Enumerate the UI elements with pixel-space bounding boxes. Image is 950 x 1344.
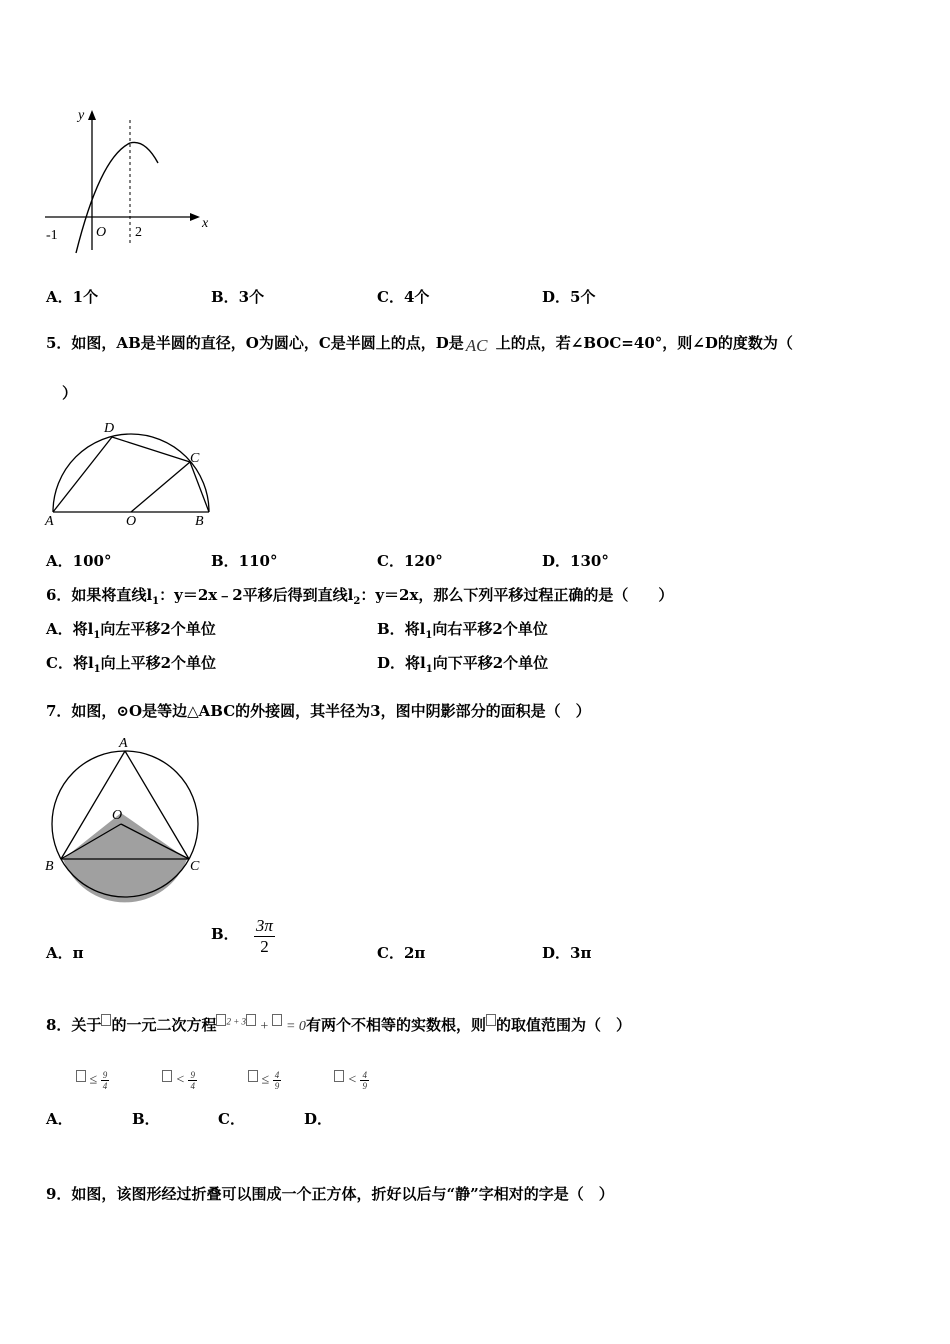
q7-option-a: A．π — [46, 944, 84, 962]
segment-ad — [53, 437, 112, 512]
placeholder-box-icon — [246, 1014, 256, 1026]
label-c: C — [190, 859, 200, 874]
q5-stem: 5．如图，AB是半圆的直径，O为圆心，C是半圆上的点，D是 AC 上的点，若∠BOC=40°，则∠D的度数为（ — [46, 334, 793, 355]
q5-option-a: A．100° — [46, 552, 112, 570]
label-o: O — [126, 514, 137, 529]
placeholder-box-icon — [248, 1070, 258, 1082]
q6-option-c: C．将$l_1$向上平移2个单位 — [46, 654, 217, 675]
q5-text-before: 5．如图，AB是半圆的直径，O为圆心，C是半圆上的点，D是 — [46, 334, 464, 352]
q7-circle-figure — [40, 733, 220, 903]
q4-option-d: D．5个 — [542, 288, 596, 306]
q8-option-b-formula: < $\frac{9}{4}$ — [162, 1070, 197, 1091]
segment-cb — [190, 462, 209, 512]
y-axis-arrow — [88, 110, 96, 120]
semicircle-arc — [53, 434, 209, 512]
x-label: x — [202, 216, 209, 231]
placeholder-box-icon — [162, 1070, 172, 1082]
placeholder-box-icon — [76, 1070, 86, 1082]
label-d: D — [104, 421, 115, 436]
q6-option-d: D．将$l_1$向下平移2个单位 — [377, 654, 549, 675]
q8-option-b-letter: B． — [132, 1110, 160, 1128]
q4-option-c: C．4个 — [377, 288, 430, 306]
label-c: C — [190, 451, 200, 466]
q9-stem: 9．如图，该图形经过折叠可以围成一个正方体，折好以后与“静”字相对的字是（ ） — [46, 1185, 614, 1203]
q4-option-b: B．3个 — [211, 288, 265, 306]
q8-option-d-letter: D． — [304, 1110, 333, 1128]
label-a: A — [45, 514, 54, 529]
x-axis-arrow — [190, 213, 200, 221]
label-b: B — [45, 859, 54, 874]
origin-label: O — [96, 225, 107, 240]
q8-option-a-letter: A． — [46, 1110, 73, 1128]
placeholder-box-icon — [486, 1014, 496, 1026]
x-vertex-label: 2 — [135, 225, 142, 240]
q7-option-c: C．2π — [377, 944, 426, 962]
q5-option-d: D．130° — [542, 552, 609, 570]
q5-text-after: 上的点，若∠BOC=40°，则∠D的度数为（ — [495, 334, 793, 352]
q4-parabola-graph — [40, 105, 230, 255]
q8-option-a-formula: ≤ $\frac{9}{4}$ — [76, 1070, 109, 1091]
q8-option-c-formula: ≤ $\frac{4}{9}$ — [248, 1070, 281, 1091]
q7-option-d: D．3π — [542, 944, 592, 962]
q5-option-c: C．120° — [377, 552, 443, 570]
q5-semicircle-figure — [40, 415, 220, 530]
q7-option-b: B． $\frac{3\pi}{2}$ — [211, 916, 273, 956]
label-b: B — [195, 514, 204, 529]
q7-stem: 7．如图，⊙O是等边△ABC的外接圆，其半径为3，图中阴影部分的面积是（ ） — [46, 702, 591, 720]
q8-stem: 8．关于 的一元二次方程 $^{2 + 3}$ + = 0有两个不相等的实数根，则 的取值范围为（ ） — [46, 1016, 631, 1034]
q6-stem — [46, 584, 673, 607]
placeholder-box-icon — [101, 1014, 111, 1026]
q7-option-b-fraction: $\frac{3\pi}{2}$ — [255, 916, 273, 956]
q6-option-a: A．将$l_1$向左平移2个单位 — [46, 620, 216, 641]
q6-text-1: 6．如果将直线l — [46, 586, 153, 604]
q6-option-b: B．将$l_1$向右平移2个单位 — [377, 620, 548, 641]
placeholder-box-icon — [272, 1014, 282, 1026]
q6-sub-1: 1 — [152, 596, 160, 607]
q6-sub-2: 2 — [353, 596, 361, 607]
q8-option-c-letter: C． — [218, 1110, 245, 1128]
q8-equation: $^{2 + 3}$ + = 0 — [216, 1019, 305, 1034]
y-label: y — [78, 108, 85, 123]
q5-option-b: B．110° — [211, 552, 278, 570]
q6-text-2: ：y＝2x﹣2平移后得到直线l — [159, 586, 354, 604]
q8-option-d-formula: < $\frac{4}{9}$ — [334, 1070, 369, 1091]
label-a: A — [119, 736, 128, 751]
x-neg-label: -1 — [46, 228, 58, 243]
placeholder-box-icon — [334, 1070, 344, 1082]
q5-close-paren: ） — [62, 384, 78, 402]
placeholder-box-icon — [216, 1014, 226, 1026]
q4-option-a: A．1个 — [46, 288, 99, 306]
parabola-curve — [76, 142, 158, 253]
segment-oc — [131, 462, 190, 512]
label-o: O — [112, 808, 123, 823]
q6-text-3: ：y＝2x，那么下列平移过程正确的是（ ） — [360, 586, 674, 604]
